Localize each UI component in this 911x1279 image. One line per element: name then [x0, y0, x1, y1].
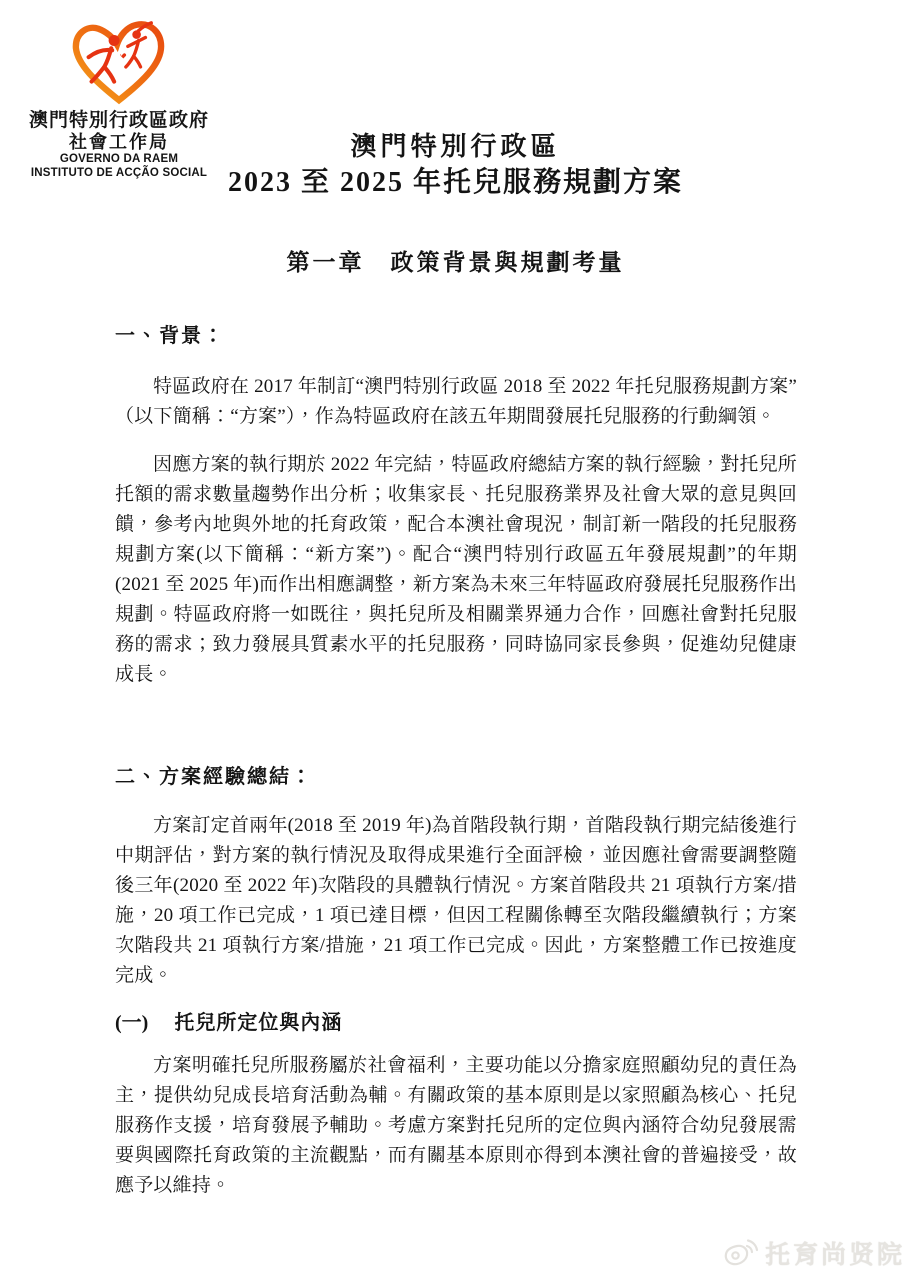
social-welfare-bureau-heart-logo-icon — [65, 16, 173, 108]
subsection-1-paragraph-1: 方案明確托兒所服務屬於社會福利，主要功能以分擔家庭照顧幼兒的責任為主，提供幼兒成長培育活動為輔。有關政策的基本原則是以家照顧為核心、托兒服務作支援，培育發展予輔助。考慮方案對托兒所的定位與內涵符合幼兒發展需要與國際托育政策的主流觀點，而有關基本原則亦得到本澳社會的普遍接受，故應予以維持。 — [115, 1055, 797, 1196]
weibo-icon — [723, 1238, 759, 1268]
watermark — [723, 1235, 905, 1271]
chapter-heading: 第一章 政策背景與規劃考量 — [286, 250, 625, 275]
subsection-1-number: (一) — [115, 1012, 149, 1034]
org-name-zh-line1: 澳門特別行政區政府 — [28, 110, 209, 131]
section-1-heading: 一、背景： — [115, 325, 225, 347]
document-title — [0, 130, 911, 202]
title-plan-line: 2023 至 2025 年托兒服務規劃方案 — [227, 167, 683, 198]
subsection-1-title: 托兒所定位與內涵 — [174, 1012, 343, 1034]
section-2-heading: 二、方案經驗總結： — [115, 766, 313, 788]
watermark-text: 托育尚贤院 — [764, 1241, 905, 1269]
section-1-paragraph-2: 因應方案的執行期於 2022 年完結，特區政府總結方案的執行經驗，對托兒所托額的需求數量趨勢作出分析；收集家長、托兒服務業界及社會大眾的意見與回饋，參考內地與外地的托育政策，配合本澳社會現況，制訂新一階段的托兒服務規劃方案(以下簡稱：“新方案”)。配合“澳門特別行政區五年發展規劃”的年期(2021 至 2025 年)而作出相應調整，新方案為未來三年特區政府發展托兒服務作出規劃。特區政府將一如既往，與托兒所及相關業界通力合作，回應社會對托兒服務的需求；致力發展具質素水平的托兒服務，同時協同家長參與，促進幼兒健康成長。 — [115, 454, 797, 685]
document-body — [115, 322, 797, 1201]
org-name-zh-line2: 社會工作局 — [69, 132, 169, 152]
section-2-paragraph-1: 方案訂定首兩年(2018 至 2019 年)為首階段執行期，首階段執行期完結後進行中期評估，對方案的執行情況及取得成果進行全面評檢，並因應社會需要調整隨後三年(2020 至 2022 年)次階段的具體執行情況。方案首階段共 21 項執行方案/措施，20 項工作已完成，1 項已達目標，但因工程關係轉至次階段繼續執行；方案次階段共 21 項執行方案/措施，21 項工作已完成。因此，方案整體工作已按進度完成。 — [115, 815, 797, 986]
title-region-line: 澳門特別行政區 — [350, 132, 561, 161]
section-1-paragraph-1: 特區政府在 2017 年制訂“澳門特別行政區 2018 至 2022 年托兒服務規劃方案”（以下簡稱：“方案”），作為特區政府在該五年期間發展托兒服務的行動綱領。 — [115, 376, 797, 427]
org-name-pt-line2: INSTITUTO DE ACÇÃO SOCIAL — [30, 166, 208, 179]
subsection-1-heading — [115, 1009, 797, 1037]
org-name-pt-line1: GOVERNO DA RAEM — [59, 153, 179, 165]
figure-head — [109, 35, 120, 46]
